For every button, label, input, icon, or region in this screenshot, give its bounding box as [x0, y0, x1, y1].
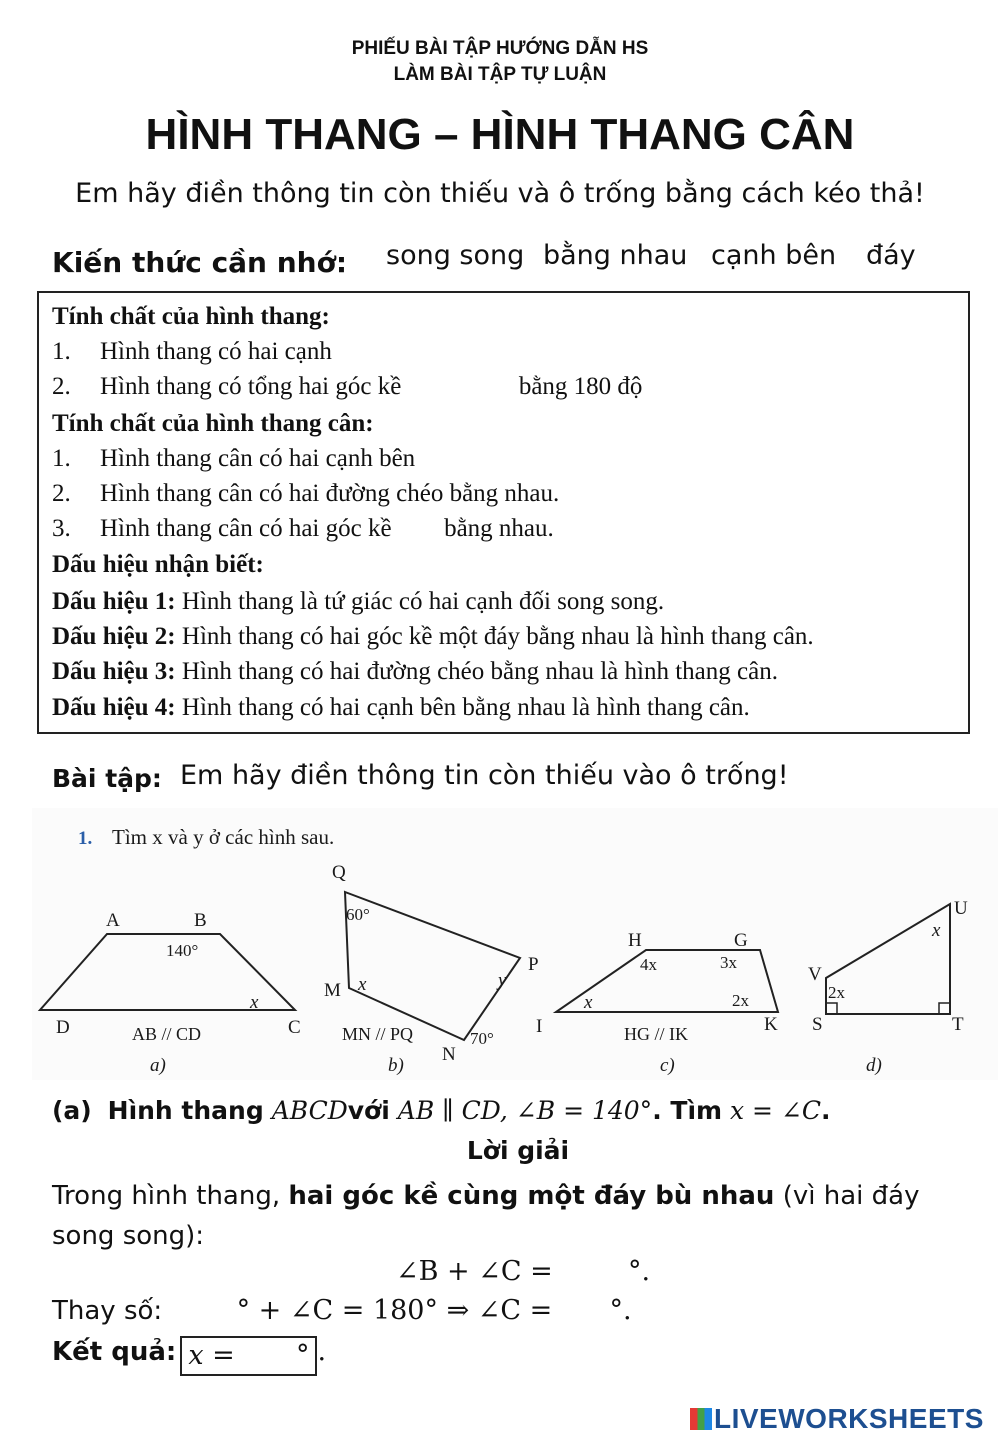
label-N: N	[442, 1044, 456, 1065]
label-2x-c: 2x	[732, 991, 749, 1010]
label-C: C	[288, 1017, 301, 1038]
caption-d: d)	[866, 1055, 882, 1076]
logo-icon	[690, 1408, 712, 1430]
trap-item-1: 1. Hình thang có hai cạnh	[52, 338, 488, 367]
thay-so-label: Thay số:	[52, 1296, 163, 1326]
trapezoid-figures	[32, 808, 998, 1080]
equation-1: ∠B + ∠C = °.	[396, 1256, 651, 1287]
label-2x-d: 2x	[828, 983, 845, 1002]
label-T: T	[952, 1014, 964, 1035]
question-a: (a) Hình thang ABCDvới AB ∥ CD, ∠B = 140°. Tìm x = ∠C.	[52, 1096, 831, 1125]
drop-zone-trap-1[interactable]	[338, 339, 488, 367]
caption-b: b)	[388, 1055, 404, 1076]
drag-chip-canh-ben[interactable]: cạnh bên	[711, 240, 837, 271]
label-I: I	[536, 1016, 543, 1037]
solution-intro: Trong hình thang, hai góc kề cùng một đáy bù nhau (vì hai đáy song song):	[52, 1181, 920, 1251]
liveworksheets-logo: LIVEWORKSHEETS	[690, 1403, 984, 1435]
label-x-d: x	[932, 920, 941, 941]
header-line-1: PHIẾU BÀI TẬP HƯỚNG DẪN HS	[351, 38, 649, 59]
label-x-c: x	[584, 992, 593, 1013]
label-S: S	[812, 1014, 823, 1035]
drag-chip-song-song[interactable]: song song	[386, 240, 525, 271]
label-x-b: x	[358, 974, 367, 995]
sign-heading: Dấu hiệu nhận biết:	[52, 551, 264, 578]
label-P: P	[528, 954, 539, 975]
angle-70: 70°	[470, 1029, 494, 1048]
label-x-a: x	[250, 992, 259, 1013]
drag-chip-day[interactable]: đáy	[866, 240, 916, 271]
knowledge-label: Kiến thức cần nhớ:	[52, 246, 348, 279]
note-b: MN // PQ	[342, 1024, 414, 1044]
answer-input-angle-b[interactable]	[194, 1297, 228, 1327]
caption-c: c)	[660, 1055, 675, 1076]
trap-heading: Tính chất của hình thang:	[52, 303, 330, 330]
label-H: H	[628, 930, 642, 951]
drag-chip-bang-nhau[interactable]: bằng nhau	[543, 240, 688, 271]
sign-3: Dấu hiệu 3: Hình thang có hai đường chéo bằng nhau là hình thang cân.	[52, 658, 778, 685]
angle-140: 140°	[166, 941, 199, 960]
answer-input-angle-c[interactable]	[561, 1297, 601, 1327]
answer-input-result[interactable]	[243, 1342, 287, 1372]
result-row: Kết quả: x = ° .	[52, 1336, 326, 1376]
figure-panel	[32, 808, 998, 1080]
trapezoid-mnpq	[345, 892, 520, 1040]
header-line-2: LÀM BÀI TẬP TỰ LUẬN	[393, 64, 607, 85]
label-K: K	[764, 1014, 778, 1035]
label-M: M	[324, 980, 341, 1001]
instruction-text: Em hãy điền thông tin còn thiếu và ô trống bằng cách kéo thả!	[75, 178, 925, 209]
answer-input-sum[interactable]	[561, 1258, 619, 1288]
label-y-b: y	[498, 970, 507, 991]
solution-heading: Lời giải	[466, 1136, 570, 1165]
angle-60: 60°	[346, 905, 370, 924]
iso-heading: Tính chất của hình thang cân:	[52, 410, 374, 437]
label-V: V	[808, 964, 822, 985]
label-U: U	[954, 898, 968, 919]
note-c: HG // IK	[624, 1024, 688, 1044]
label-4x: 4x	[640, 955, 657, 974]
exercise-instruction: Em hãy điền thông tin còn thiếu vào ô trống!	[180, 760, 789, 791]
drop-zone-trap-2[interactable]	[408, 374, 513, 402]
iso-item-2: 2. Hình thang cân có hai đường chéo bằng nhau.	[52, 480, 560, 507]
label-B: B	[194, 910, 207, 931]
label-G: G	[734, 930, 748, 951]
note-a: AB // CD	[132, 1024, 202, 1044]
prompt-number: 1.	[78, 828, 93, 849]
equation-2: ° + ∠C = 180° ⇒ ∠C = °.	[194, 1295, 632, 1327]
prompt-text: Tìm x và y ở các hình sau.	[112, 825, 335, 849]
sign-4: Dấu hiệu 4: Hình thang có hai cạnh bên bằng nhau là hình thang cân.	[52, 694, 750, 721]
drop-zone-iso-3[interactable]	[398, 516, 438, 544]
trap-item-2: 2. Hình thang có tổng hai góc kề bằng 180 độ	[52, 373, 642, 402]
sign-2: Dấu hiệu 2: Hình thang có hai góc kề một đáy bằng nhau là hình thang cân.	[52, 623, 814, 650]
iso-item-3: 3. Hình thang cân có hai góc kề bằng nhau.	[52, 515, 554, 544]
drop-zone-iso-1[interactable]	[421, 446, 571, 474]
label-A: A	[106, 910, 120, 931]
result-box: x = °	[180, 1336, 317, 1376]
exercise-label: Bài tập:	[52, 764, 162, 793]
caption-a: a)	[150, 1055, 166, 1076]
label-3x: 3x	[720, 953, 737, 972]
page-title: HÌNH THANG – HÌNH THANG CÂN	[145, 110, 855, 159]
label-D: D	[56, 1017, 70, 1038]
label-Q: Q	[332, 862, 346, 883]
iso-item-1: 1. Hình thang cân có hai cạnh bên	[52, 445, 571, 474]
sign-1: Dấu hiệu 1: Hình thang là tứ giác có hai cạnh đối song song.	[52, 588, 665, 615]
